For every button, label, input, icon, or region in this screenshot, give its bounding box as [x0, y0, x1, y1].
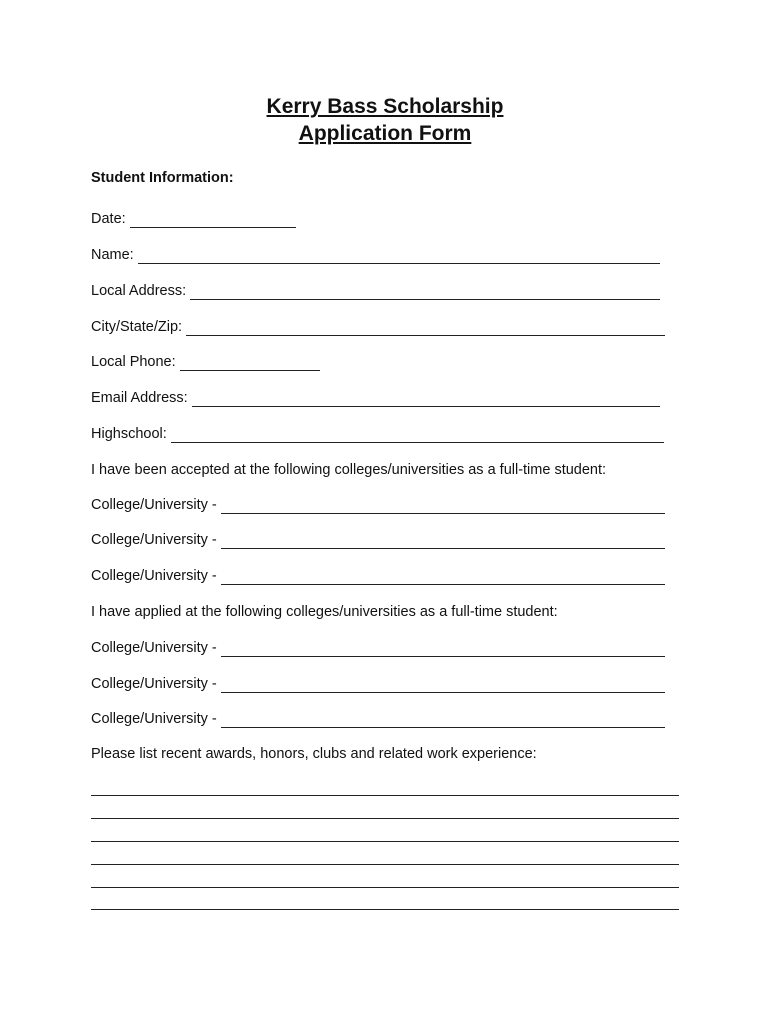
- accepted-college-label: College/University -: [91, 532, 217, 548]
- awards-blank-line[interactable]: [91, 795, 679, 796]
- student-information-heading: Student Information:: [91, 170, 234, 186]
- highschool-fill-line[interactable]: [171, 429, 664, 443]
- local-phone-fill-line[interactable]: [180, 357, 320, 371]
- accepted-college-fill-line[interactable]: [221, 500, 665, 514]
- email-address-fill-line[interactable]: [192, 393, 660, 407]
- accepted-college-row: [91, 531, 665, 549]
- awards-blank-line[interactable]: [91, 841, 679, 842]
- applied-college-fill-line[interactable]: [221, 643, 665, 657]
- awards-blank-line[interactable]: [91, 864, 679, 865]
- applied-college-row: [91, 675, 665, 693]
- accepted-college-row: [91, 567, 665, 585]
- awards-prompt: Please list recent awards, honors, clubs and related work experience:: [91, 746, 537, 762]
- applied-college-label: College/University -: [91, 711, 217, 727]
- accepted-college-label: College/University -: [91, 497, 217, 513]
- local-address-fill-line[interactable]: [190, 286, 660, 300]
- name-label: Name:: [91, 247, 134, 263]
- name-fill-line[interactable]: [138, 250, 660, 264]
- accepted-college-label: College/University -: [91, 568, 217, 584]
- local-address-label: Local Address:: [91, 283, 187, 299]
- accepted-college-fill-line[interactable]: [221, 535, 665, 549]
- applied-college-fill-line[interactable]: [221, 714, 665, 728]
- applied-college-row: [91, 639, 665, 657]
- applied-college-fill-line[interactable]: [221, 679, 665, 693]
- local-phone-label: Local Phone:: [91, 354, 176, 370]
- accepted-college-row: [91, 496, 665, 514]
- applied-college-row: [91, 710, 665, 728]
- accepted-college-fill-line[interactable]: [221, 571, 665, 585]
- date-field-row: [91, 210, 296, 228]
- applied-college-label: College/University -: [91, 640, 217, 656]
- local-phone-field-row: [91, 353, 320, 371]
- highschool-field-row: [91, 425, 664, 443]
- form-title-line-2: Application Form: [298, 122, 472, 145]
- form-title-line-1: Kerry Bass Scholarship: [266, 95, 504, 118]
- applied-college-label: College/University -: [91, 676, 217, 692]
- email-address-label: Email Address:: [91, 390, 188, 406]
- date-fill-line[interactable]: [130, 214, 296, 228]
- awards-blank-line[interactable]: [91, 887, 679, 888]
- local-address-field-row: [91, 282, 660, 300]
- city-state-zip-label: City/State/Zip:: [91, 319, 183, 335]
- awards-blank-line[interactable]: [91, 818, 679, 819]
- name-field-row: [91, 246, 660, 264]
- city-state-zip-fill-line[interactable]: [186, 322, 665, 336]
- applied-statement: I have applied at the following colleges/universities as a full-time student:: [91, 604, 558, 620]
- city-state-zip-field-row: [91, 318, 665, 336]
- accepted-statement: I have been accepted at the following colleges/universities as a full-time student:: [91, 462, 607, 478]
- highschool-label: Highschool:: [91, 426, 167, 442]
- date-label: Date:: [91, 211, 126, 227]
- awards-blank-line[interactable]: [91, 909, 679, 910]
- email-address-field-row: [91, 389, 660, 407]
